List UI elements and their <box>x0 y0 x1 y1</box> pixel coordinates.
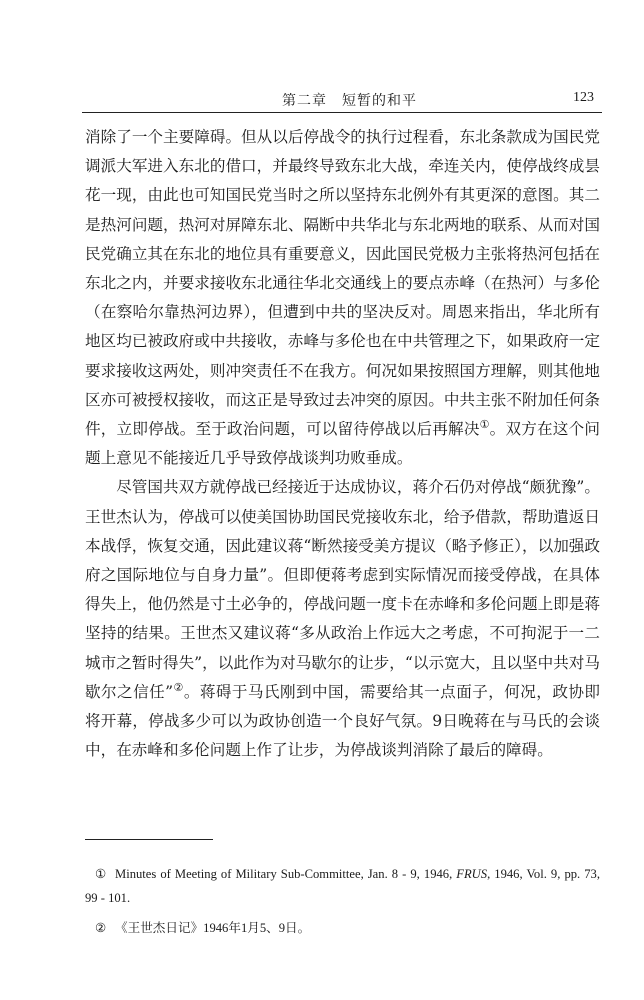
header-rule <box>82 112 602 113</box>
paragraph-text: 消除了一个主要障碍。但从以后停战令的执行过程看，东北条款成为国民党调派大军进入东北的借口，并最终导致东北大战，牵连关内，使停战终成昙花一现，由此也可知国民党当时之所以坚持东北例外有其更深的意图。其二是热河问题，热河对屏障东北、隔断中共华北与东北两地的联系、从而对国民党确立其在东北的地位具有重要意义，因此国民党极力主张将热河包括在东北之内，并要求接收东北通往华北交通线上的要点赤峰（在热河）与多伦（在察哈尔靠热河边界），但遭到中共的坚决反对。周恩来指出，华北所有地区均已被政府或中共接收，赤峰与多伦也在中共管理之下，如果政府一定要求接收这两处，则冲突责任不在我方。何况如果按照国方理解，则其他地区亦可被授权接收，而这正是导致过去冲突的原因。中共主张不附加任何条件，立即停战。至于政治问题，可以留待停战以后再解决 <box>85 128 600 439</box>
footnote-rule <box>85 839 213 840</box>
footnote-ref-1[interactable]: ① <box>479 417 490 431</box>
chapter-title: 第二章 短暂的和平 <box>282 93 417 109</box>
page-number: 123 <box>573 90 594 105</box>
paragraph-text: 。蒋碍于马氏刚到中国，需要给其一点面子，何况，政协即将开幕，停战多少可以为政协创造一个良好气氛。9日晚蒋在与马氏的会谈中，在赤峰和多伦问题上作了让步，为停战谈判消除了最后的障碍。 <box>85 682 600 760</box>
footnote-1 <box>85 862 600 910</box>
footnote-text: , 1946, Vol. 9, pp. 73, 99 - 101. <box>85 867 600 905</box>
footnote-source-title: FRUS <box>456 867 488 881</box>
footnote-mark: ① <box>95 867 107 881</box>
paragraph-text: 尽管国共双方就停战已经接近于达成协议，蒋介石仍对停战“颇犹豫”。王世杰认为，停战可以使美国协助国民党接收东北，给予借款，帮助遣返日本战俘，恢复交通，因此建议蒋“断然接受美方提议（略予修正），以加强政府之国际地位与自身力量”。但即便蒋考虑到实际情况而接受停战，在具体得失上，他仍然是寸土必争的，停战问题一度卡在赤峰和多伦问题上即是蒋坚持的结果。王世杰又建议蒋“多从政治上作远大之考虑，不可拘泥于一二城市之暂时得失”，以此作为对马歇尔的让步，“以示宽大，且以坚中共对马歇尔之信任” <box>85 478 600 701</box>
paragraph <box>85 473 600 765</box>
footnote-text: 《王世杰日记》1946年1月5、9日。 <box>115 921 311 935</box>
paragraph <box>85 123 600 473</box>
body-text <box>85 123 600 765</box>
footnotes <box>85 862 600 946</box>
footnote-mark: ② <box>95 921 107 935</box>
footnote-ref-2[interactable]: ② <box>173 680 184 694</box>
footnote-2 <box>85 916 600 940</box>
footnote-text: Minutes of Meeting of Military Sub-Committee, Jan. 8 - 9, 1946, <box>115 867 457 881</box>
paragraph-text: 。双方在这个问题上意见不能接近几乎导致停战谈判功败垂成。 <box>85 420 600 468</box>
running-header <box>82 88 602 114</box>
